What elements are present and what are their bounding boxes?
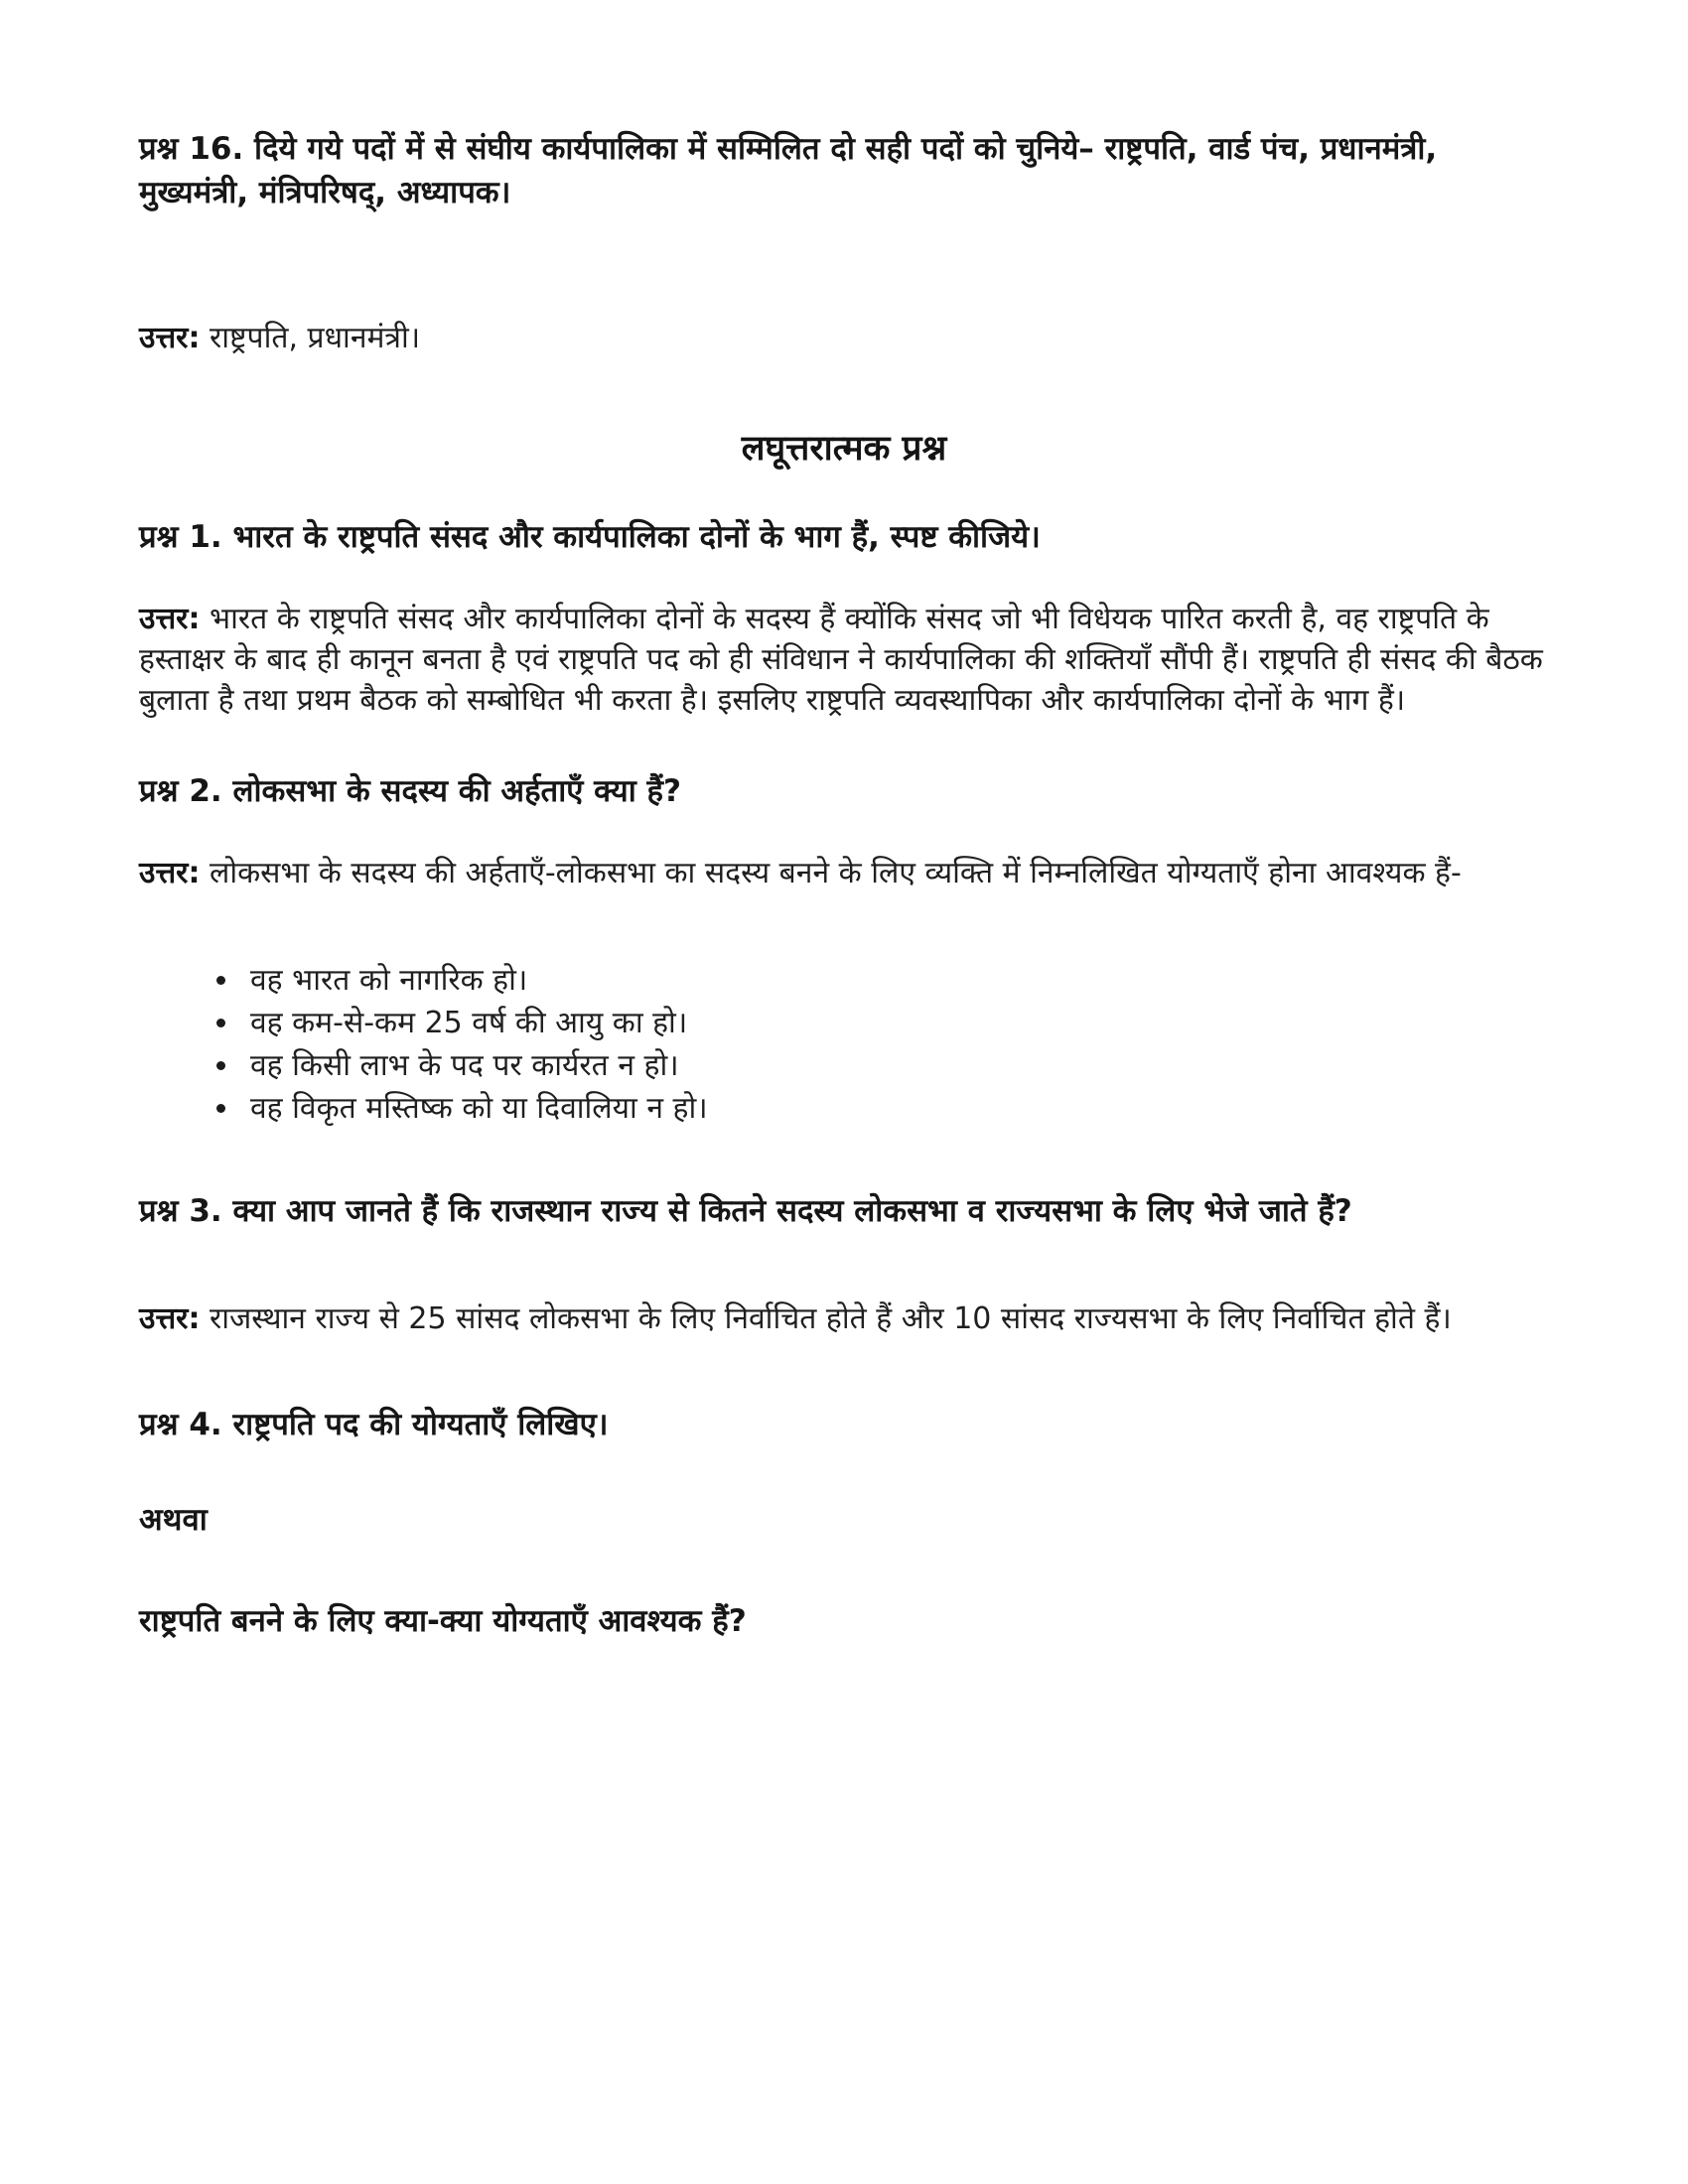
document-content <box>139 127 1549 1643</box>
answer-3-label: उत्तर: <box>139 1301 201 1336</box>
answer-3-text: राजस्थान राज्य से 25 सांसद लोकसभा के लिए निर्वाचित होते हैं और 10 सांसद राज्यसभा के लिए निर्वाचित होते हैं। <box>209 1301 1452 1336</box>
qualification-list <box>139 959 1549 1130</box>
question-4: प्रश्न 4. राष्ट्रपति पद की योग्यताएँ लिखिए। <box>139 1407 609 1442</box>
answer-16-text: राष्ट्रपति, प्रधानमंत्री। <box>209 321 421 355</box>
qualification-item: वह कम-से-कम 25 वर्ष की आयु का हो। <box>216 1002 1549 1044</box>
section-heading: लघूत्तरात्मक प्रश्न <box>741 429 947 469</box>
answer-16-label: उत्तर: <box>139 321 201 355</box>
qualification-item: वह भारत को नागरिक हो। <box>216 959 1549 1002</box>
answer-2-text: लोकसभा के सदस्य की अर्हताएँ-लोकसभा का सदस्य बनने के लिए व्यक्ति में निम्नलिखित योग्यताएँ होना आवश्यक हैं- <box>209 856 1462 890</box>
question-4-alternative: राष्ट्रपति बनने के लिए क्या-क्या योग्यताएँ आवश्यक हैं? <box>139 1603 747 1639</box>
answer-3 <box>139 1298 1549 1339</box>
answer-2-label: उत्तर: <box>139 856 201 890</box>
question-4-or-label: अथवा <box>139 1502 208 1538</box>
answer-1 <box>139 599 1549 721</box>
answer-16 <box>139 318 1549 358</box>
answer-1-label: उत्तर: <box>139 602 201 636</box>
question-3: प्रश्न 3. क्या आप जानते हैं कि राजस्थान राज्य से कितने सदस्य लोकसभा व राज्यसभा के लिए भेजे जाते हैं? <box>139 1193 1352 1229</box>
question-2: प्रश्न 2. लोकसभा के सदस्य की अर्हताएँ क्या हैं? <box>139 773 681 809</box>
qualification-item: वह किसी लाभ के पद पर कार्यरत न हो। <box>216 1044 1549 1087</box>
answer-1-text: भारत के राष्ट्रपति संसद और कार्यपालिका दोनों के सदस्य हैं क्योंकि संसद जो भी विधेयक पारित करती है, वह राष्ट्रपति के हस्ताक्षर के बाद ही कानून बनता है एवं राष्ट्रपति पद को ही संविधान ने कार्यपालिका की शक्तियाँ सौंपी हैं। राष्ट्रपति ही संसद की बैठक बुलाता है तथा प्रथम बैठक को सम्बोधित भी करता है। इसलिए राष्ट्रपति व्यवस्थापिका और कार्यपालिका दोनों के भाग हैं। <box>139 602 1543 718</box>
qualification-item: वह विकृत मस्तिष्क को या दिवालिया न हो। <box>216 1087 1549 1130</box>
answer-2 <box>139 853 1549 893</box>
question-1: प्रश्न 1. भारत के राष्ट्रपति संसद और कार्यपालिका दोनों के भाग हैं, स्पष्ट कीजिये। <box>139 519 1041 555</box>
question-16: प्रश्न 16. दिये गये पदों में से संघीय कार्यपालिका में सम्मिलित दो सही पदों को चुनिये– राष्ट्रपति, वार्ड पंच, प्रधानमंत्री, मुख्यमंत्री, मंत्रिपरिषद्, अध्यापक। <box>139 131 1438 210</box>
